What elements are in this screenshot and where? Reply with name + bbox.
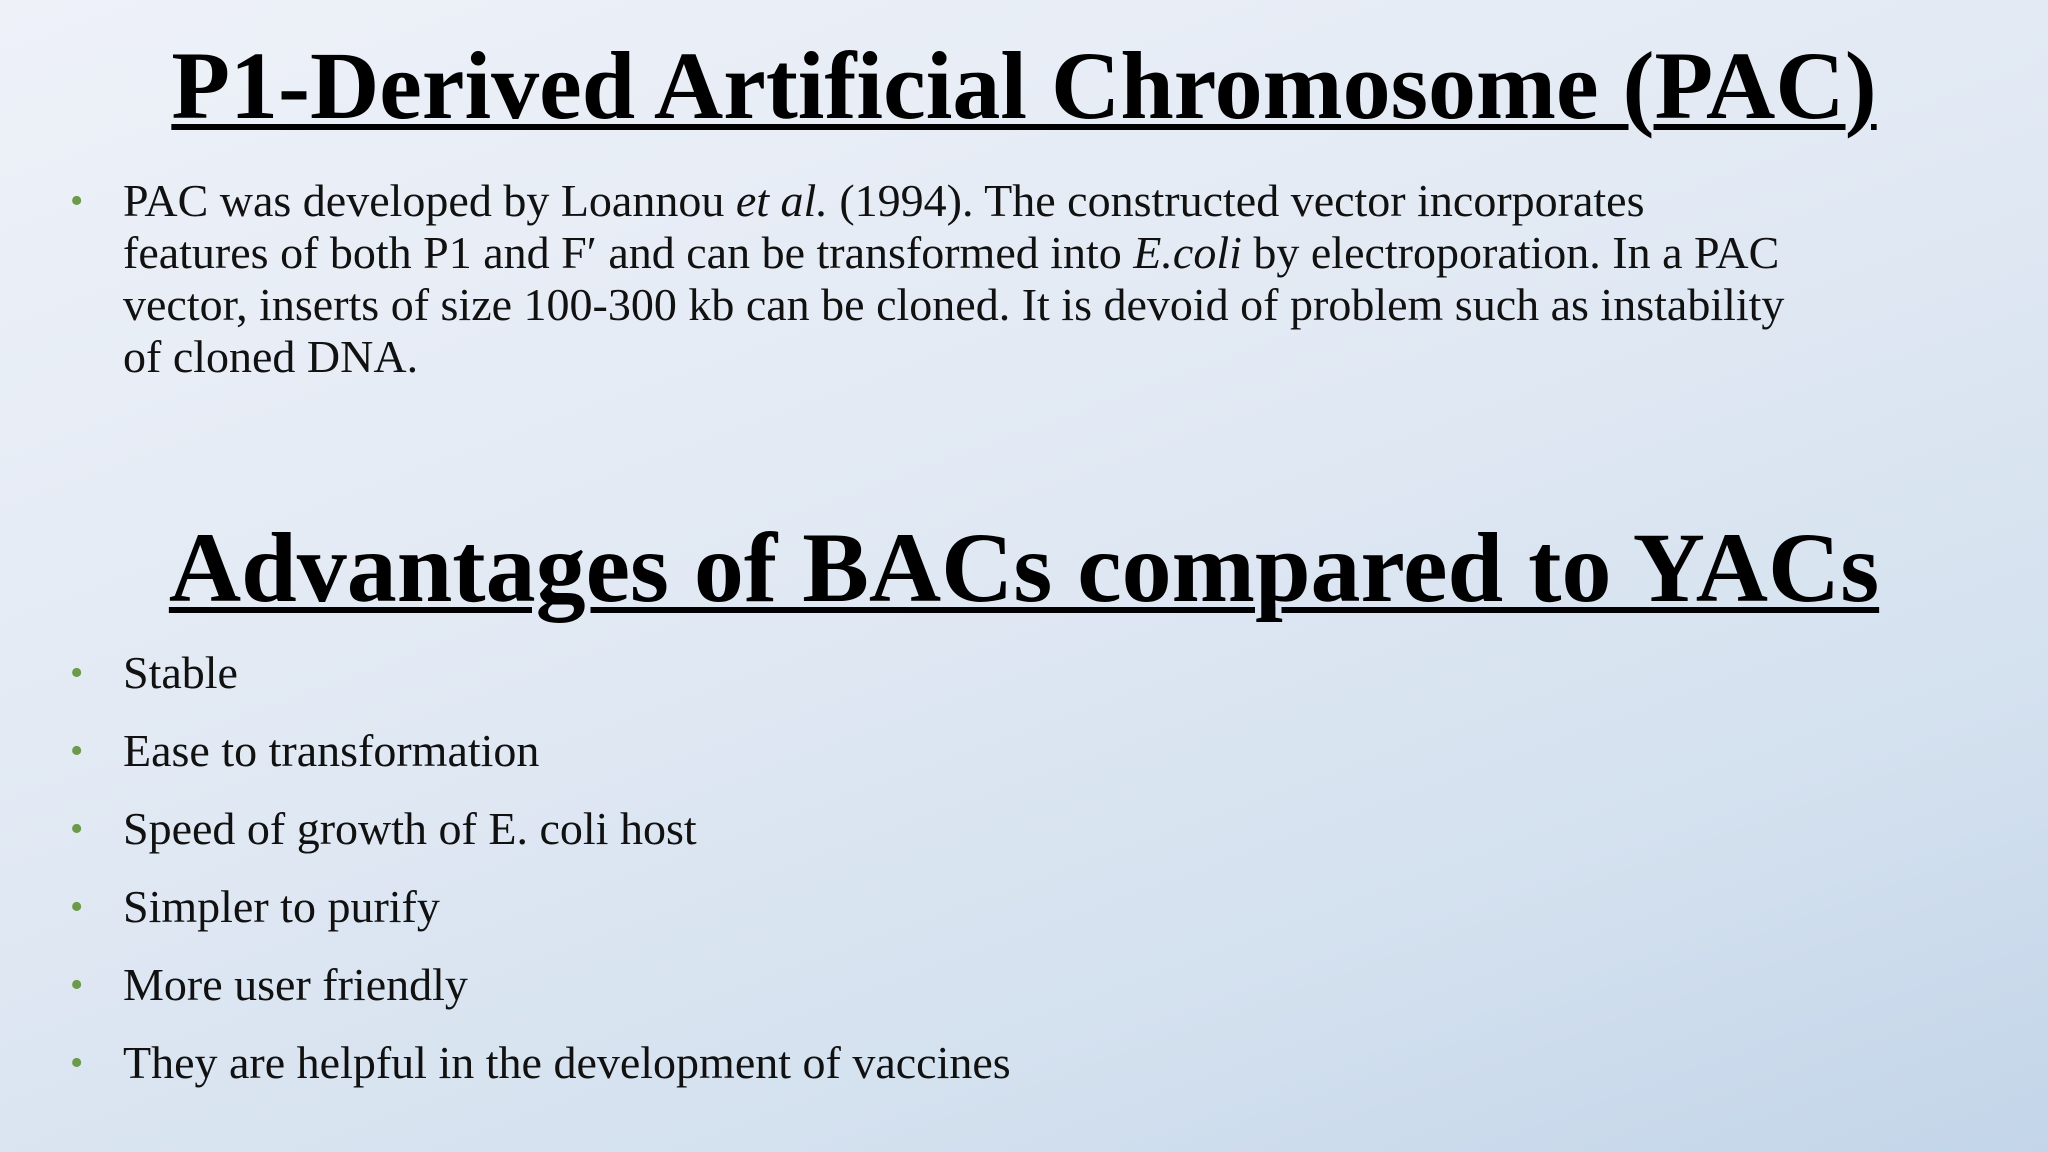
bullet-icon: • — [70, 964, 84, 1006]
bullet-icon: • — [70, 180, 84, 222]
advantages-heading: Advantages of BACs compared to YACs — [168, 512, 1880, 623]
bullet-icon: • — [70, 808, 84, 850]
list-item-text: Simpler to purify — [123, 881, 440, 932]
pac-paragraph — [123, 175, 1993, 383]
list-item-text: Speed of growth of E. coli host — [123, 803, 697, 854]
paragraph-line-1: PAC was developed by Loannou et al. (1994). The constructed vector incorporates — [123, 175, 1645, 226]
bullet-icon: • — [70, 1042, 84, 1084]
list-item-text: Ease to transformation — [123, 725, 540, 776]
bullet-icon: • — [70, 730, 84, 772]
paragraph-line-2: features of both P1 and F′ and can be transformed into E.coli by electroporation. In a PAC — [123, 227, 1780, 278]
bullet-icon: • — [70, 886, 84, 928]
paragraph-line-3: vector, inserts of size 100-300 kb can be cloned. It is devoid of problem such as instability — [123, 279, 1785, 330]
paragraph-line-4: of cloned DNA. — [123, 331, 419, 382]
list-item-text: Stable — [123, 647, 238, 698]
list-item-text: They are helpful in the development of vaccines — [123, 1037, 1011, 1088]
pac-heading: P1-Derived Artificial Chromosome (PAC) — [171, 32, 1877, 139]
bullet-icon: • — [70, 652, 84, 694]
list-item-text: More user friendly — [123, 959, 468, 1010]
